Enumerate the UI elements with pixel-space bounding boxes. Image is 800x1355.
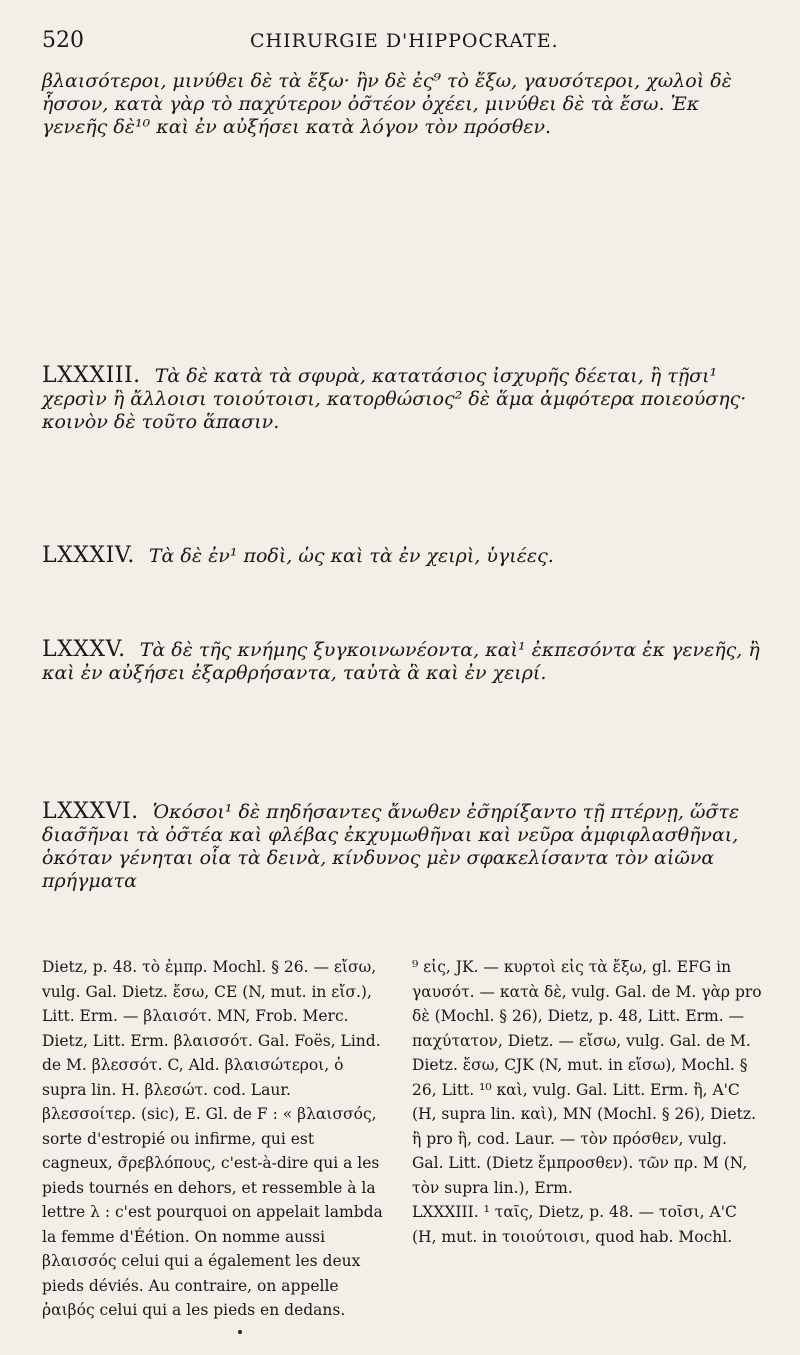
section-greek-text: Τὰ δὲ ἐν¹ ποδὶ, ὡς καὶ τὰ ἐν χειρὶ, ὑγιέες. — [148, 545, 554, 567]
page-number: 520 — [42, 28, 84, 53]
intro-greek-text: βλαισότεροι, μινύθει δὲ τὰ ἔξω· ἢν δὲ ἐς⁹ τὸ ἔξω, γαυσότεροι, χωλοὶ δὲ ἧσσον, κατὰ γὰρ τὸ παχύτερον ὀσ̃τέον ὀχέει, μινύθει δὲ τὰ ἔσω. Ἐκ γενεῆς δὲ¹⁰ καὶ ἐν αὐξήσει κατὰ λόγον τὸν πρόσθεν. — [42, 70, 732, 138]
section-numeral: LXXXV. — [42, 637, 126, 662]
page-header — [42, 28, 760, 58]
page-mark-dot — [238, 1330, 242, 1334]
section-numeral: LXXXIV. — [42, 543, 135, 568]
section-lxxxv — [42, 638, 762, 685]
section-greek-text: Ὁκόσοι¹ δὲ πηδήσαντες ἄνωθεν ἐσ̃ηρίξαντο τῇ πτέρνῃ, ὥσ̃τε διασ̃ῆναι τὰ ὀσ̃τέα καὶ φλέβας ἐκχυμωθῆναι καὶ νεῦρα ἀμφιφλασθῆναι, ὁκόταν γένηται οἷα τὰ δεινὰ, κίνδυνος μὲν σφακελίσαντα τὸν αἰῶνα πρήγματα — [42, 801, 740, 892]
footnote-text: LXXXIII. ¹ ταῖς, Dietz, p. 48. — τοῖσι, A'C (H, mut. in τοιούτοισι, quod hab. Mochl. — [412, 1203, 737, 1246]
footnote-text: ⁹ εἰς, JK. — κυρτοὶ εἰς τὰ ἔξω, gl. EFG in γαυσότ. — κατὰ δὲ, vulg. Gal. de M. γὰρ pro δὲ (Mochl. § 26), Dietz, p. 48, Litt. Erm. — παχύτατον, Dietz. — εἴσω, vulg. Gal. de M. Dietz. ἔσω, CJK (N, mut. in εἴσω), Mochl. § 26, Litt. ¹⁰ καὶ, vulg. Gal. Litt. Erm. ἢ, A'C (H, supra lin. καὶ), MN (Mochl. § 26), Dietz. ἢ pro ἢ, cod. Laur. — τὸν πρόσθεν, vulg. Gal. Litt. (Dietz ἔμπροσθεν). τῶν πρ. M (N, τὸν supra lin.), Erm. — [412, 958, 762, 1197]
section-greek-text: Τὰ δὲ κατὰ τὰ σφυρὰ, κατατάσιος ἰσχυρῆς δέεται, ἢ τῇσι¹ χερσὶν ἢ ἄλλοισι τοιούτοισι, κατορθώσιος² δὲ ἅμα ἀμφότερα ποιεούσης· κοινὸν δὲ τοῦτο ἅπασιν. — [42, 365, 747, 433]
section-numeral: LXXXVI. — [42, 799, 139, 824]
running-title: CHIRURGIE D'HIPPOCRATE. — [250, 30, 559, 52]
footnotes-left-column — [42, 955, 387, 1323]
footnotes-right-column — [412, 955, 762, 1249]
section-numeral: LXXXIII. — [42, 363, 141, 388]
footnote-text: Dietz, p. 48. τὸ ἐμπρ. Mochl. § 26. — εἴσω, vulg. Gal. Dietz. ἔσω, CE (N, mut. in εἴσ.), Litt. Erm. — βλαισότ. MN, Frob. Merc. Dietz, Litt. Erm. βλαισσότ. Gal. Foës, Lind. de M. βλεσσότ. C, Ald. βλαισώτεροι, ὁ supra lin. H. βλεσώτ. cod. Laur. βλεσσοίτερ. (sic), E. Gl. de F : « βλαισσός, sorte d'estropié ou infirme, qui est cagneux, σ̃ρεβλόπους, c'est-à-dire qui a les pieds tournés en dehors, et ressemble à la lettre λ : c'est pourquoi on appelait lambda la femme d'Éétion. On nomme aussi βλαισσός celui qui a également les deux pieds déviés. Au contraire, on appelle ῥαιβός celui qui a les pieds en dedans. — [42, 958, 383, 1319]
section-lxxxiii — [42, 364, 762, 434]
section-lxxxiv — [42, 544, 762, 568]
section-greek-text: Τὰ δὲ τῆς κνήμης ξυγκοινωνέοντα, καὶ¹ ἐκπεσόντα ἐκ γενεῆς, ἢ καὶ ἐν αὐξήσει ἐξαρθρήσαντα, ταὐτὰ ἃ καὶ ἐν χειρί. — [42, 639, 760, 684]
section-lxxxvi — [42, 800, 762, 893]
